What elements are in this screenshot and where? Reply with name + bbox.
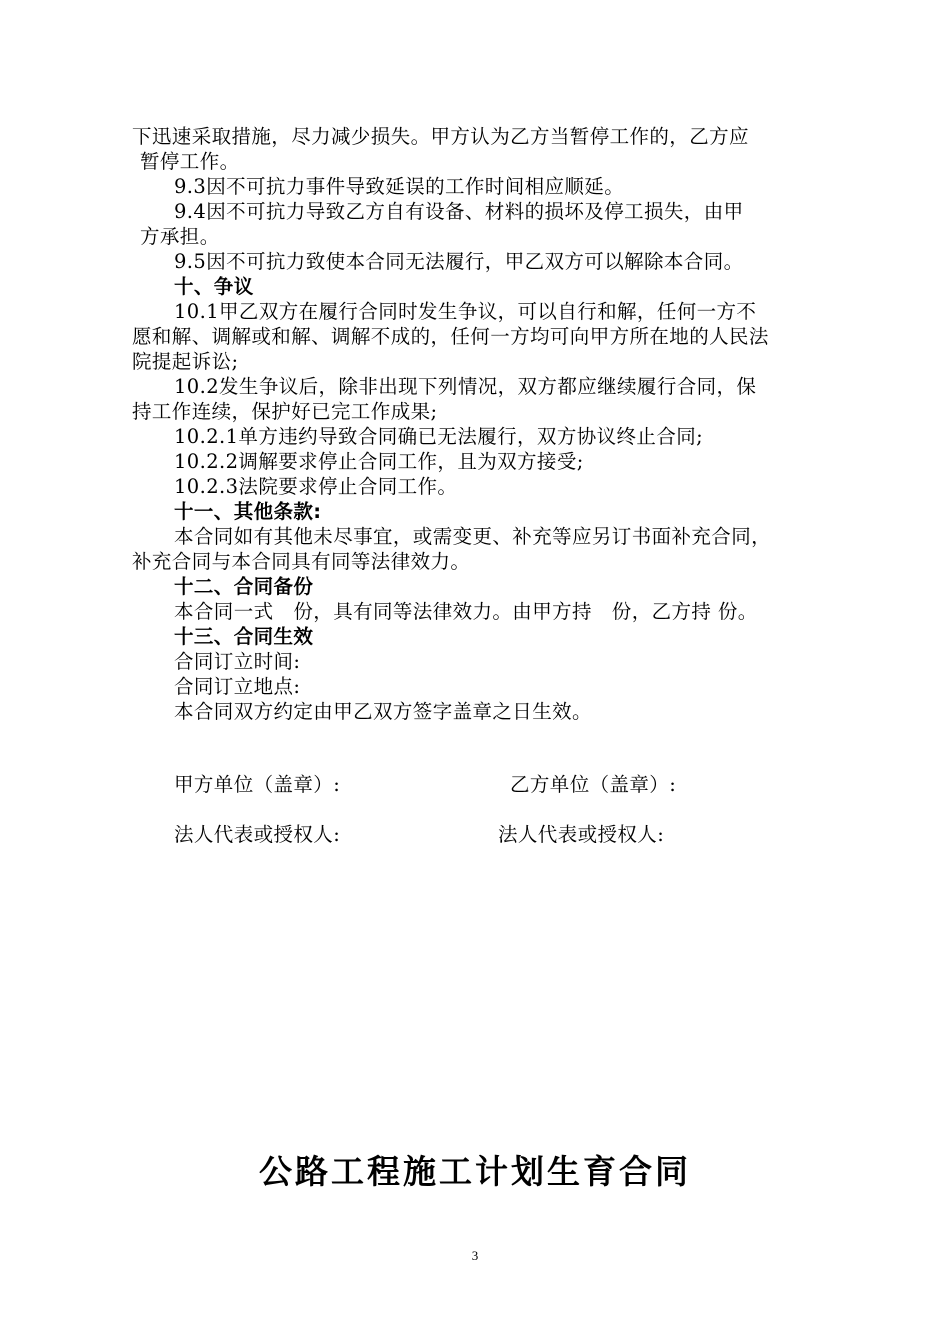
body-line: 10.2.3法院要求停止合同工作。: [174, 475, 458, 498]
page-number: 3: [471, 1248, 479, 1263]
party-b-unit-label: 乙方单位（盖章）:: [510, 773, 677, 796]
body-line: 10.2.2调解要求停止合同工作，且为双方接受;: [174, 450, 584, 473]
body-line: 持工作连续，保护好已完工作成果;: [132, 400, 438, 423]
document-title: 公路工程施工计划生育合同: [259, 1152, 691, 1191]
section-heading: 十二、合同备份: [174, 575, 314, 598]
body-line: 本合同一式 份，具有同等法律效力。由甲方持 份，乙方持 份。: [174, 600, 758, 623]
party-b-rep-label: 法人代表或授权人:: [498, 823, 665, 846]
body-line: 合同订立时间:: [174, 650, 301, 673]
body-line: 合同订立地点:: [174, 675, 301, 698]
body-line: 本合同如有其他未尽事宜，或需变更、补充等应另订书面补充合同，: [174, 525, 772, 548]
body-line: 补充合同与本合同具有同等法律效力。: [132, 550, 471, 573]
section-heading: 十三、合同生效: [174, 625, 314, 648]
body-line: 10.2.1单方违约导致合同确已无法履行，双方协议终止合同;: [174, 425, 704, 448]
section-heading: 十一、其他条款:: [174, 500, 322, 523]
body-line: 10.1甲乙双方在履行合同时发生争议，可以自行和解，任何一方不: [174, 300, 757, 323]
body-line: 院提起诉讼;: [132, 350, 239, 373]
body-line: 愿和解、调解或和解、调解不成的，任何一方均可向甲方所在地的人民法: [132, 325, 769, 348]
section-heading: 十、争议: [174, 275, 254, 298]
body-line: 下迅速采取措施，尽力减少损失。甲方认为乙方当暂停工作的，乙方应: [132, 125, 749, 148]
body-line: 9.5因不可抗力致使本合同无法履行，甲乙双方可以解除本合同。: [174, 250, 744, 273]
body-line: 暂停工作。: [140, 150, 240, 173]
body-line: 9.4因不可抗力导致乙方自有设备、材料的损坏及停工损失，由甲: [174, 200, 744, 223]
body-line: 本合同双方约定由甲乙双方签字盖章之日生效。: [174, 700, 592, 723]
party-a-unit-label: 甲方单位（盖章）:: [174, 773, 341, 796]
party-a-rep-label: 法人代表或授权人:: [174, 823, 341, 846]
body-line: 方承担。: [140, 225, 220, 248]
body-line: 9.3因不可抗力事件导致延误的工作时间相应顺延。: [174, 175, 625, 198]
body-line: 10.2发生争议后，除非出现下列情况，双方都应继续履行合同，保: [174, 375, 757, 398]
